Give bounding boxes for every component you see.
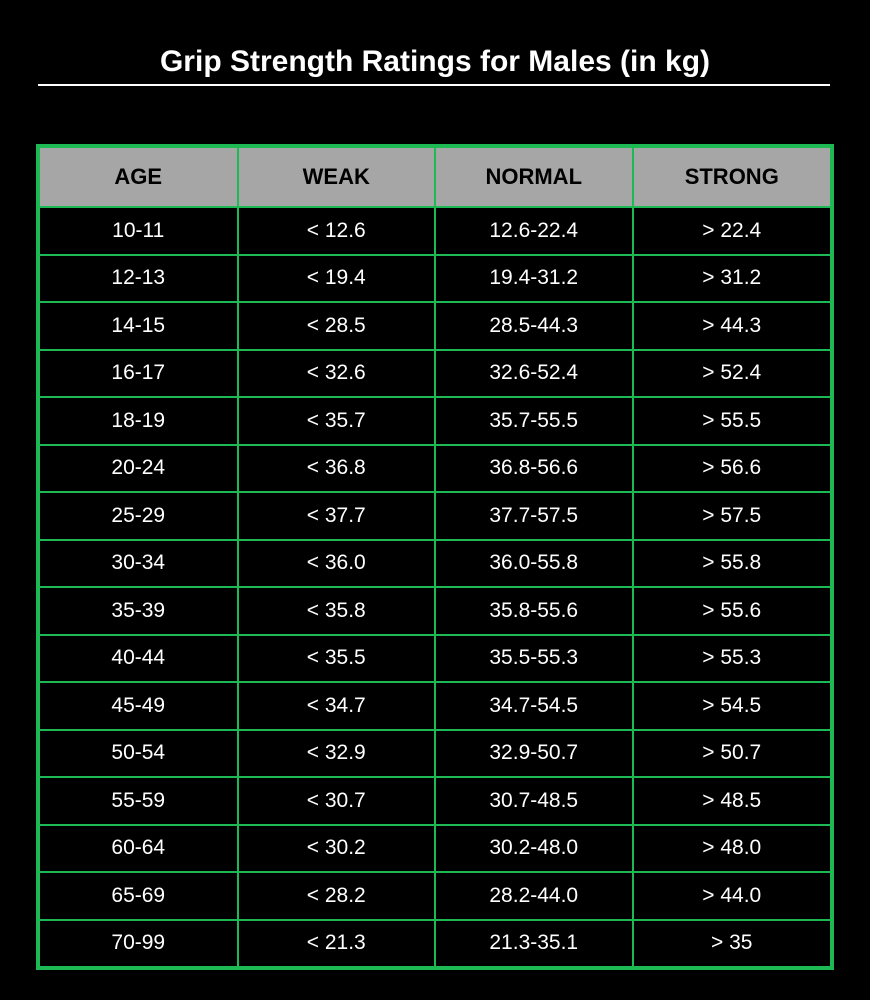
- strong-cell: > 54.5: [633, 682, 831, 730]
- table-row: [40, 302, 830, 350]
- strong-cell: > 48.0: [633, 825, 831, 873]
- strong-cell: > 48.5: [633, 777, 831, 825]
- normal-cell: 21.3-35.1: [435, 920, 633, 967]
- weak-cell: < 32.9: [238, 730, 436, 778]
- strong-cell: > 55.5: [633, 397, 831, 445]
- weak-cell: < 12.6: [238, 207, 436, 255]
- normal-cell: 30.2-48.0: [435, 825, 633, 873]
- normal-cell: 36.8-56.6: [435, 445, 633, 493]
- strong-cell: > 57.5: [633, 492, 831, 540]
- normal-cell: 28.5-44.3: [435, 302, 633, 350]
- normal-cell: 32.6-52.4: [435, 350, 633, 398]
- weak-cell: < 32.6: [238, 350, 436, 398]
- table-row: [40, 777, 830, 825]
- table-row: [40, 397, 830, 445]
- age-cell: 14-15: [40, 302, 238, 350]
- age-cell: 45-49: [40, 682, 238, 730]
- normal-cell: 36.0-55.8: [435, 540, 633, 588]
- age-cell: 16-17: [40, 350, 238, 398]
- title-underline: [38, 84, 830, 86]
- table-row: [40, 445, 830, 493]
- weak-cell: < 21.3: [238, 920, 436, 967]
- weak-cell: < 28.2: [238, 872, 436, 920]
- table-row: [40, 920, 830, 967]
- normal-cell: 35.5-55.3: [435, 635, 633, 683]
- grip-strength-table-container: [36, 144, 834, 970]
- weak-cell: < 34.7: [238, 682, 436, 730]
- age-cell: 18-19: [40, 397, 238, 445]
- normal-cell: 32.9-50.7: [435, 730, 633, 778]
- table-row: [40, 730, 830, 778]
- table-row: [40, 872, 830, 920]
- table-row: [40, 682, 830, 730]
- weak-cell: < 35.8: [238, 587, 436, 635]
- table-row: [40, 255, 830, 303]
- header-weak: WEAK: [238, 148, 436, 207]
- weak-cell: < 19.4: [238, 255, 436, 303]
- age-cell: 30-34: [40, 540, 238, 588]
- normal-cell: 12.6-22.4: [435, 207, 633, 255]
- age-cell: 20-24: [40, 445, 238, 493]
- normal-cell: 35.7-55.5: [435, 397, 633, 445]
- header-normal: NORMAL: [435, 148, 633, 207]
- weak-cell: < 28.5: [238, 302, 436, 350]
- header-age: AGE: [40, 148, 238, 207]
- weak-cell: < 36.0: [238, 540, 436, 588]
- weak-cell: < 36.8: [238, 445, 436, 493]
- age-cell: 10-11: [40, 207, 238, 255]
- weak-cell: < 30.2: [238, 825, 436, 873]
- strong-cell: > 44.0: [633, 872, 831, 920]
- age-cell: 55-59: [40, 777, 238, 825]
- weak-cell: < 35.5: [238, 635, 436, 683]
- age-cell: 12-13: [40, 255, 238, 303]
- table-row: [40, 540, 830, 588]
- table-row: [40, 635, 830, 683]
- normal-cell: 28.2-44.0: [435, 872, 633, 920]
- grip-strength-table: [40, 148, 830, 966]
- table-header: [40, 148, 830, 207]
- age-cell: 40-44: [40, 635, 238, 683]
- strong-cell: > 50.7: [633, 730, 831, 778]
- table-row: [40, 587, 830, 635]
- normal-cell: 34.7-54.5: [435, 682, 633, 730]
- age-cell: 50-54: [40, 730, 238, 778]
- normal-cell: 35.8-55.6: [435, 587, 633, 635]
- table-row: [40, 492, 830, 540]
- age-cell: 70-99: [40, 920, 238, 967]
- strong-cell: > 31.2: [633, 255, 831, 303]
- weak-cell: < 37.7: [238, 492, 436, 540]
- table-row: [40, 207, 830, 255]
- strong-cell: > 52.4: [633, 350, 831, 398]
- strong-cell: > 55.6: [633, 587, 831, 635]
- weak-cell: < 30.7: [238, 777, 436, 825]
- strong-cell: > 22.4: [633, 207, 831, 255]
- strong-cell: > 56.6: [633, 445, 831, 493]
- strong-cell: > 55.8: [633, 540, 831, 588]
- header-row: [40, 148, 830, 207]
- table-body: [40, 207, 830, 966]
- normal-cell: 19.4-31.2: [435, 255, 633, 303]
- normal-cell: 37.7-57.5: [435, 492, 633, 540]
- page-title: Grip Strength Ratings for Males (in kg): [159, 45, 711, 78]
- strong-cell: > 55.3: [633, 635, 831, 683]
- age-cell: 65-69: [40, 872, 238, 920]
- table-row: [40, 350, 830, 398]
- age-cell: 35-39: [40, 587, 238, 635]
- table-row: [40, 825, 830, 873]
- strong-cell: > 44.3: [633, 302, 831, 350]
- weak-cell: < 35.7: [238, 397, 436, 445]
- header-strong: STRONG: [633, 148, 831, 207]
- normal-cell: 30.7-48.5: [435, 777, 633, 825]
- age-cell: 60-64: [40, 825, 238, 873]
- age-cell: 25-29: [40, 492, 238, 540]
- strong-cell: > 35: [633, 920, 831, 967]
